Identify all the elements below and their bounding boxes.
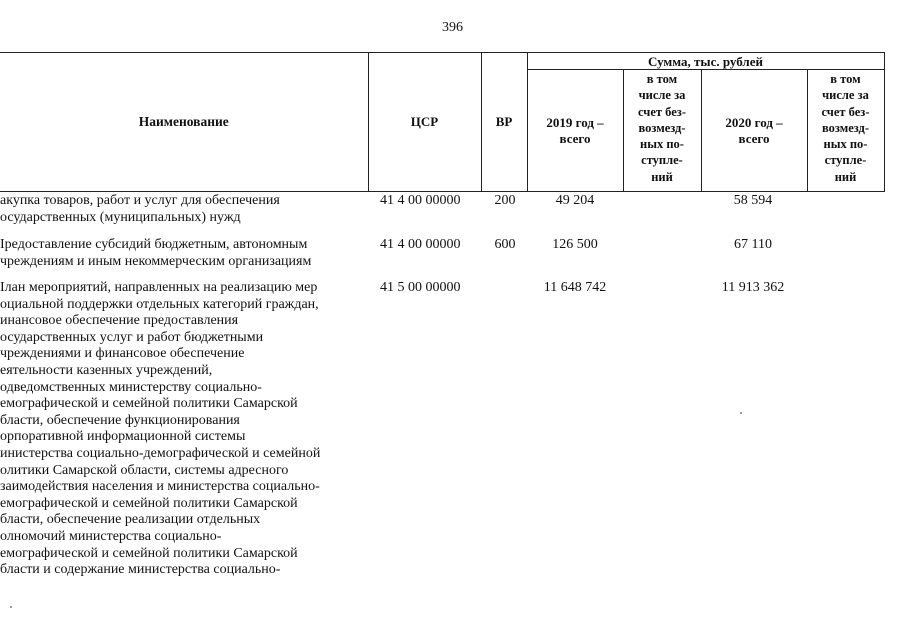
table-row	[0, 280, 884, 600]
header-sum-group: Сумма, тыс. рублей	[527, 53, 884, 70]
row-vr: 600	[494, 237, 516, 252]
row-name: акупка товаров, работ и услуг для обеспечения осударственных (муниципальных) нужд	[0, 193, 280, 225]
header-2019-gratis: в том числе за счет без- возмезд- ных по- ступле- ний	[623, 70, 701, 192]
table-row	[0, 193, 884, 235]
row-2020-total: 58 594	[733, 193, 773, 208]
row-csr: 41 4 00 00000	[380, 193, 461, 208]
header-2020-gratis: в том числе за счет без- возмезд- ных по- ступле- ний	[807, 70, 884, 192]
row-name: Іредоставление субсидий бюджетным, автономным чреждениям и иным некоммерческим организациям	[0, 237, 312, 269]
page-number: 396	[442, 20, 463, 35]
row-2019-total: 49 204	[555, 193, 595, 208]
row-csr: 41 4 00 00000	[380, 237, 461, 252]
budget-table-header	[0, 52, 885, 192]
row-vr: 200	[494, 193, 516, 208]
row-csr: 41 5 00 00000	[380, 280, 461, 295]
header-vr: ВР	[481, 53, 527, 192]
row-name: Ілан мероприятий, направленных на реализацию мер оциальной поддержки отдельных категорий граждан, инансовое обеспечение предоставления осударственных услуг и работ бюджетными чреждениями и финансовое обеспечение еятельности казенных учреждений, одведомственных министерству социально- емографической и семейной политики Самарской бласти, обеспечение функционирования орпоративной информационной системы инистерства социально-демографической и семейной олитики Самарской области, системы адресного заимодействия населения и министерства социально- емографической и семейной политики Самарской бласти, обеспечение реализации отдельных олномочий министерства социально- емографической и семейной политики Самарской бласти и содержание министерства социально-	[0, 280, 321, 578]
row-2019-total: 11 648 742	[543, 280, 607, 295]
scan-speck	[740, 412, 742, 414]
header-2020-total: 2020 год – всего	[701, 70, 807, 192]
budget-table-body	[0, 193, 884, 598]
row-2020-total: 67 110	[734, 237, 772, 252]
header-csr: ЦСР	[368, 53, 481, 192]
row-2019-total: 126 500	[552, 237, 598, 252]
header-2019-total: 2019 год – всего	[527, 70, 623, 192]
table-row	[0, 237, 884, 280]
header-name: Наименование	[0, 53, 368, 192]
row-2020-total: 11 913 362	[721, 280, 785, 295]
scan-speck	[10, 606, 12, 608]
